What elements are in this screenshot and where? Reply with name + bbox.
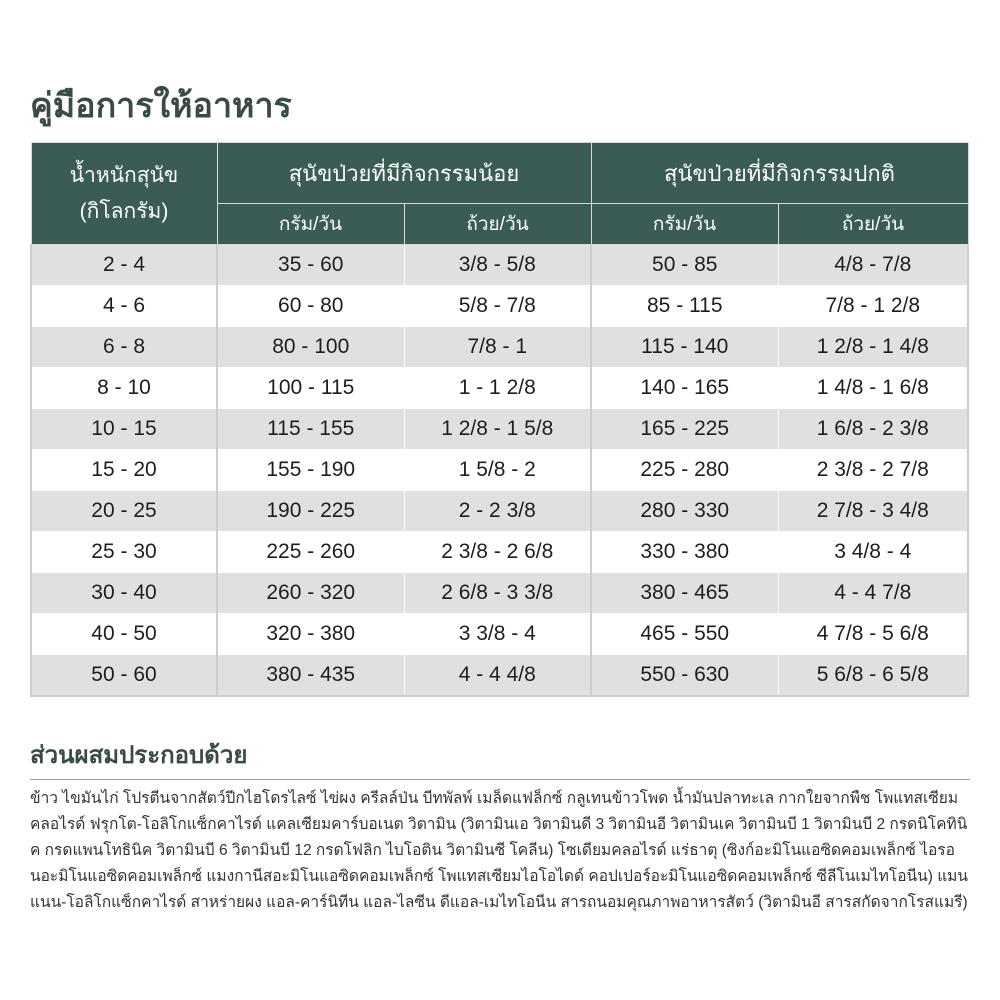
cell-low-cup: 3/8 - 5/8 — [404, 245, 591, 286]
cell-normal-gram: 50 - 85 — [591, 245, 778, 286]
cell-normal-gram: 550 - 630 — [591, 655, 778, 697]
cell-low-gram: 260 - 320 — [217, 573, 404, 614]
cell-low-gram: 115 - 155 — [217, 409, 404, 450]
cell-low-gram: 60 - 80 — [217, 286, 404, 327]
subheader-normal-gram: กรัม/วัน — [591, 204, 778, 245]
cell-normal-cup: 2 7/8 - 3 4/8 — [778, 491, 968, 532]
cell-normal-gram: 225 - 280 — [591, 450, 778, 491]
cell-weight: 25 - 30 — [31, 532, 217, 573]
subheader-low-cup: ถ้วย/วัน — [404, 204, 591, 245]
table-row — [31, 614, 968, 655]
cell-normal-gram: 330 - 380 — [591, 532, 778, 573]
cell-weight: 30 - 40 — [31, 573, 217, 614]
table-row — [31, 573, 968, 614]
cell-normal-cup: 7/8 - 1 2/8 — [778, 286, 968, 327]
table-row — [31, 409, 968, 450]
cell-low-cup: 2 3/8 - 2 6/8 — [404, 532, 591, 573]
cell-normal-gram: 280 - 330 — [591, 491, 778, 532]
table-body — [31, 245, 968, 697]
cell-low-cup: 1 5/8 - 2 — [404, 450, 591, 491]
header-weight-unit: (กิโลกรัม) — [79, 199, 169, 223]
cell-normal-cup: 1 2/8 - 1 4/8 — [778, 327, 968, 368]
cell-weight: 2 - 4 — [31, 245, 217, 286]
cell-low-gram: 35 - 60 — [217, 245, 404, 286]
cell-low-gram: 225 - 260 — [217, 532, 404, 573]
cell-normal-gram: 465 - 550 — [591, 614, 778, 655]
cell-low-cup: 3 3/8 - 4 — [404, 614, 591, 655]
cell-low-cup: 7/8 - 1 — [404, 327, 591, 368]
cell-weight: 10 - 15 — [31, 409, 217, 450]
header-group-low-activity: สุนัขป่วยที่มีกิจกรรมน้อย — [217, 143, 591, 204]
header-weight — [31, 143, 217, 245]
cell-low-gram: 155 - 190 — [217, 450, 404, 491]
cell-low-gram: 320 - 380 — [217, 614, 404, 655]
subheader-low-gram: กรัม/วัน — [217, 204, 404, 245]
page-title: คู่มือการให้อาหาร — [30, 87, 292, 125]
header-group-normal-activity: สุนัขป่วยที่มีกิจกรรมปกติ — [591, 143, 968, 204]
cell-low-cup: 4 - 4 4/8 — [404, 655, 591, 697]
cell-low-cup: 5/8 - 7/8 — [404, 286, 591, 327]
cell-low-cup: 2 - 2 3/8 — [404, 491, 591, 532]
table-header-row — [31, 143, 968, 204]
cell-normal-cup: 1 6/8 - 2 3/8 — [778, 409, 968, 450]
table-row — [31, 245, 968, 286]
cell-low-gram: 380 - 435 — [217, 655, 404, 697]
table-row — [31, 450, 968, 491]
cell-low-gram: 190 - 225 — [217, 491, 404, 532]
cell-low-gram: 80 - 100 — [217, 327, 404, 368]
cell-normal-gram: 380 - 465 — [591, 573, 778, 614]
cell-normal-cup: 3 4/8 - 4 — [778, 532, 968, 573]
cell-normal-cup: 4 - 4 7/8 — [778, 573, 968, 614]
cell-low-gram: 100 - 115 — [217, 368, 404, 409]
cell-low-cup: 1 - 1 2/8 — [404, 368, 591, 409]
cell-weight: 8 - 10 — [31, 368, 217, 409]
cell-weight: 15 - 20 — [31, 450, 217, 491]
table-row — [31, 532, 968, 573]
subheader-normal-cup: ถ้วย/วัน — [778, 204, 968, 245]
cell-normal-cup: 2 3/8 - 2 7/8 — [778, 450, 968, 491]
table-row — [31, 368, 968, 409]
table-row — [31, 655, 968, 697]
table-row — [31, 491, 968, 532]
cell-weight: 4 - 6 — [31, 286, 217, 327]
header-weight-label: น้ำหนักสุนัข — [69, 163, 179, 187]
cell-normal-gram: 115 - 140 — [591, 327, 778, 368]
cell-normal-cup: 5 6/8 - 6 5/8 — [778, 655, 968, 697]
cell-weight: 50 - 60 — [31, 655, 217, 697]
cell-weight: 6 - 8 — [31, 327, 217, 368]
cell-normal-cup: 4 7/8 - 5 6/8 — [778, 614, 968, 655]
cell-low-cup: 2 6/8 - 3 3/8 — [404, 573, 591, 614]
cell-normal-cup: 4/8 - 7/8 — [778, 245, 968, 286]
cell-normal-gram: 140 - 165 — [591, 368, 778, 409]
cell-normal-gram: 85 - 115 — [591, 286, 778, 327]
ingredients-text: ข้าว ไขมันไก่ โปรตีนจากสัตว์ปีกไฮโดรไลซ์ ไข่ผง ครีลล์ป่น บีทพัลพ์ เมล็ดแฟล็กซ์ กลูเทนข้าวโพด น้ำมันปลาทะเล กากใยจากพืช โพแทสเซียมคลอไรด์ ฟรุกโต-โอลิโกแซ็กคาไรด์ แคลเซียมคาร์บอเนต วิตามิน (วิตามินเอ วิตามินดี 3 วิตามินอี วิตามินเค วิตามินบี 1 วิตามินบี 2 กรดนิโคทินิค กรดแพนโทธินิค วิตามินบี 6 วิตามินบี 12 กรดโฟลิก ไบโอติน วิตามินซี โคลีน) โซเดียมคลอไรด์ แร่ธาตุ (ซิงก์อะมิโนแอซิดคอมเพล็กซ์ ไอรอนอะมิโนแอซิดคอมเพล็กซ์ แมงกานีสอะมิโนแอซิดคอมเพล็กซ์ โพแทสเซียมไอโอไดด์ คอปเปอร์อะมิโนแอซิดคอมเพล็กซ์ ซีลีโนเมไทโอนีน) แมนแนน-โอลิโกแซ็กคาไรด์ สาหร่ายผง แอล-คาร์นิทีน แอล-ไลซีน ดีแอล-เมไทโอนีน สารถนอมคุณภาพอาหารสัตว์ (วิตามินอี สารสกัดจากโรสแมรี) — [30, 790, 968, 911]
table-row — [31, 327, 968, 368]
ingredients-title: ส่วนผสมประกอบด้วย — [30, 742, 248, 769]
feeding-guide-table — [30, 142, 969, 697]
cell-weight: 20 - 25 — [31, 491, 217, 532]
table-row — [31, 286, 968, 327]
cell-low-cup: 1 2/8 - 1 5/8 — [404, 409, 591, 450]
cell-weight: 40 - 50 — [31, 614, 217, 655]
ingredients-divider — [30, 779, 970, 780]
cell-normal-cup: 1 4/8 - 1 6/8 — [778, 368, 968, 409]
cell-normal-gram: 165 - 225 — [591, 409, 778, 450]
